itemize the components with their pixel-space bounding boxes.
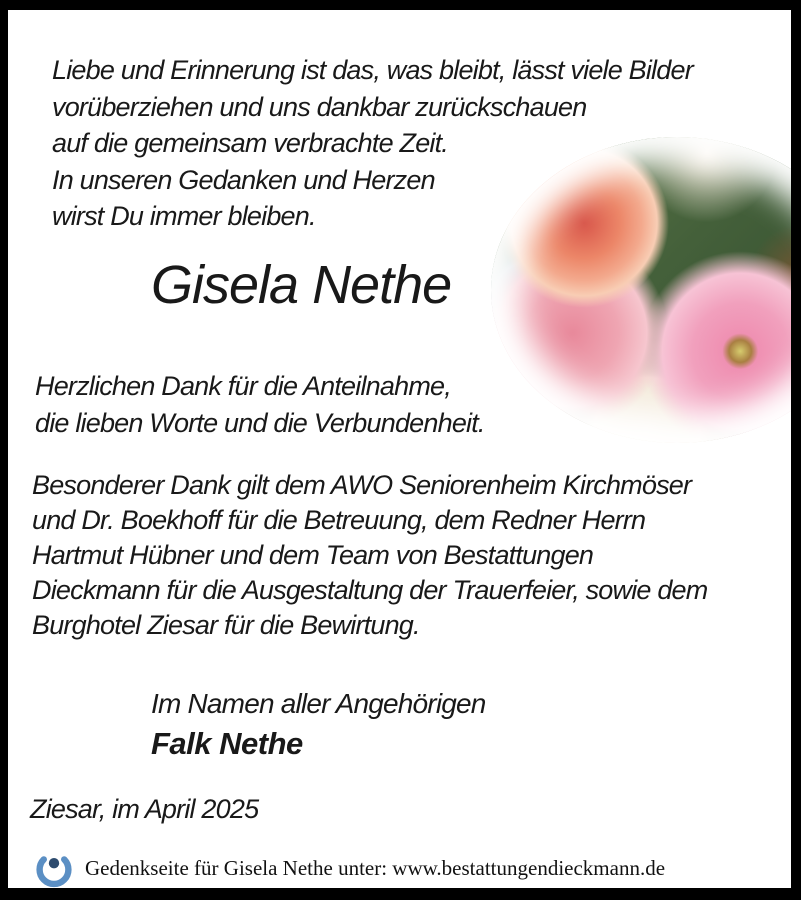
special-thanks-line: Burghotel Ziesar für die Bewirtung. [32,610,420,640]
signature-name: Falk Nethe [151,726,303,761]
memorial-ring-dot-icon [34,846,74,890]
opening-verse-line: Liebe und Erinnerung ist das, was bleibt, lässt viele Bilder [52,55,693,85]
special-thanks-paragraph [32,468,707,643]
opening-verse-line: wirst Du immer bleiben. [52,201,316,231]
special-thanks-line: Hartmut Hübner und dem Team von Bestattungen [32,540,594,570]
special-thanks-line: Besonderer Dank gilt dem AWO Seniorenheim Kirchmöser [32,470,692,500]
footer [34,846,665,890]
opening-verse-line: vorüberziehen und uns dankbar zurückschauen [52,91,587,122]
opening-verse [52,52,693,235]
opening-verse-line: In unseren Gedanken und Herzen [52,164,435,195]
thanks-line: Herzlichen Dank für die Anteilnahme, [35,371,451,401]
special-thanks-line: Dieckmann für die Ausgestaltung der Trauerfeier, sowie dem [32,575,708,605]
deceased-name: Gisela Nethe [151,255,452,315]
thanks-paragraph [35,368,485,442]
thanks-line: die lieben Worte und die Verbundenheit. [35,408,485,438]
opening-verse-line: auf die gemeinsam verbrachte Zeit. [52,128,449,158]
place-and-date: Ziesar, im April 2025 [30,794,259,824]
special-thanks-line: und Dr. Boekhoff für die Betreuung, dem Redner Herrn [32,505,646,535]
closing-line: Im Namen aller Angehörigen [151,688,486,719]
memorial-site-link[interactable]: Gedenkseite für Gisela Nethe unter: www.bestattungendieckmann.de [85,855,666,880]
